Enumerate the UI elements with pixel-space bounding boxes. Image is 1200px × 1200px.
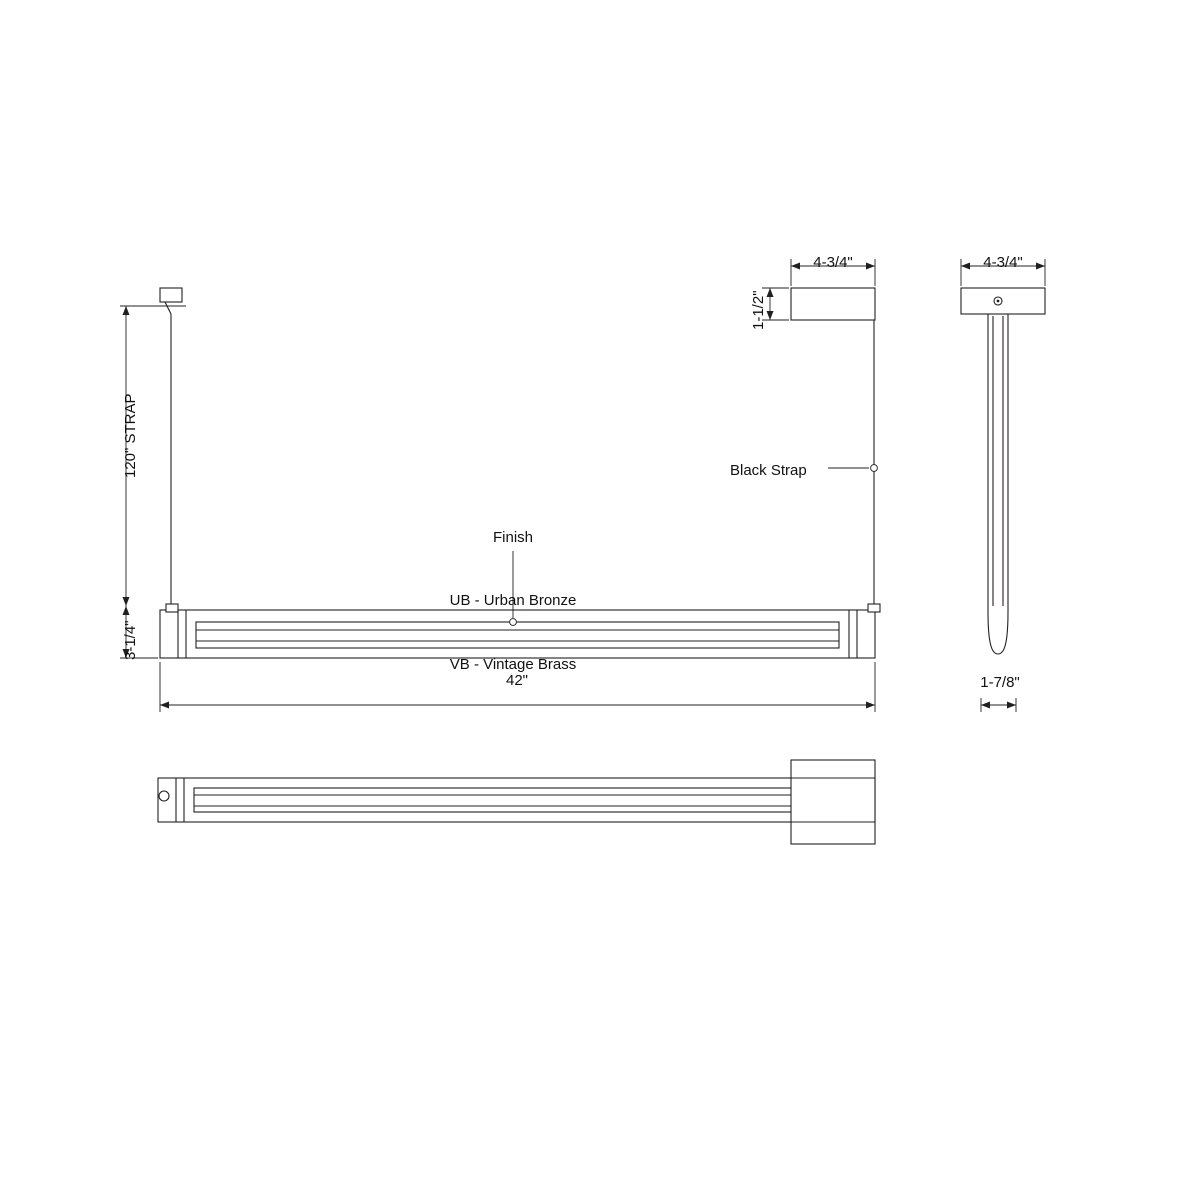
callout-black-strap: Black Strap bbox=[730, 462, 807, 479]
callout-finish bbox=[450, 484, 577, 718]
dim-label-canopy-width-left: 4-3/4" bbox=[813, 254, 853, 271]
finish-option-ub: UB - Urban Bronze bbox=[449, 592, 577, 610]
dim-label-canopy-width-right: 4-3/4" bbox=[983, 254, 1023, 271]
top-plan-view bbox=[158, 760, 875, 844]
end-section-view bbox=[961, 259, 1045, 712]
dim-label-body-depth: 1-7/8" bbox=[980, 674, 1020, 691]
front-canopy bbox=[160, 288, 182, 314]
dim-label-strap-length: 120" STRAP bbox=[122, 393, 139, 478]
finish-heading: Finish bbox=[492, 528, 533, 546]
dim-label-canopy-height: 1-1/2" bbox=[750, 290, 767, 330]
leader-black-strap bbox=[828, 465, 877, 472]
dim-label-overall-length: 42" bbox=[505, 672, 529, 689]
finish-option-vb: VB - Vintage Brass bbox=[449, 656, 577, 674]
dim-label-drop-height: 3-1/4" bbox=[122, 620, 139, 660]
